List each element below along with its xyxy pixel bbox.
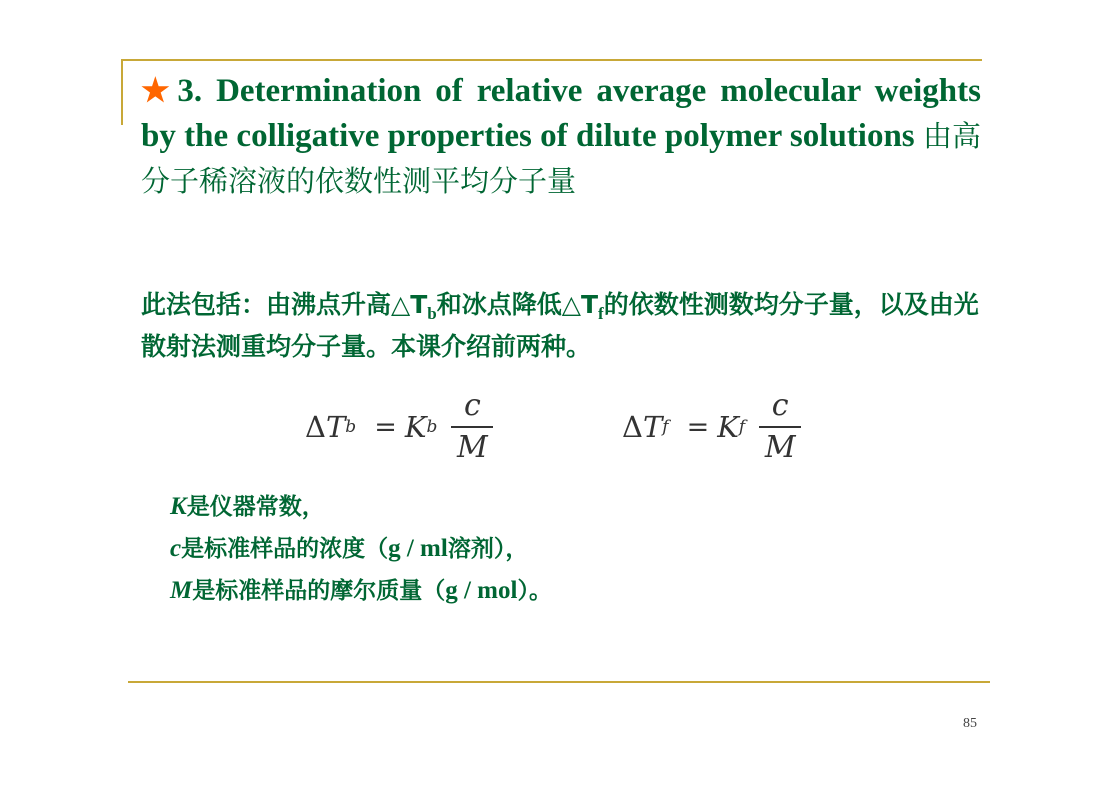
- definition-unit: g / mol: [445, 577, 518, 604]
- bottom-rule: [128, 681, 990, 683]
- definition-text: 是标准样品的摩尔质量（: [192, 578, 446, 604]
- fraction-numerator: c: [771, 388, 789, 423]
- formula-fraction: [451, 389, 493, 465]
- fraction-numerator: c: [463, 388, 481, 423]
- fraction-bar: [451, 426, 493, 428]
- intro-sub-f: f: [598, 304, 604, 323]
- title-text: 3. Determination of relative average molecular weights by the colligative properties of dilute polymer solutions: [141, 73, 981, 154]
- star-icon: ★: [141, 72, 176, 108]
- formula-lhs: T: [642, 410, 663, 444]
- fraction-denominator: M: [764, 430, 796, 465]
- formula-delta: Δ: [622, 410, 643, 444]
- fraction-denominator: M: [457, 430, 488, 465]
- definition-tail: 溶剂），: [447, 536, 529, 562]
- intro-part-1: 此法包括：由沸点升高△T: [141, 290, 428, 319]
- definition-var: M: [170, 577, 193, 604]
- formula-k: K: [717, 410, 739, 444]
- page-number: 85: [963, 716, 977, 731]
- formula-freezing-point: Δ T f = K f $\frac{c}{M}$: [622, 386, 801, 468]
- intro-part-3: 的依数性测数均分子量，以及由光散射法测重均分子量。本课介绍前两种。: [141, 290, 979, 361]
- definition-var: K: [170, 493, 187, 520]
- definition-m: [170, 570, 552, 612]
- formula-equals: =: [374, 411, 397, 443]
- definition-unit: g / ml: [388, 535, 448, 562]
- left-rule: [121, 59, 123, 125]
- intro-sub-b: b: [427, 304, 437, 323]
- fraction-bar: [759, 426, 801, 428]
- formula-k: K: [404, 410, 427, 444]
- intro-part-2: 和冰点降低△T: [436, 290, 599, 319]
- intro-paragraph: [141, 284, 991, 368]
- slide-title: [141, 68, 981, 204]
- title-chinese: 由高分子稀溶液的依数性测平均分子量: [141, 119, 981, 198]
- definition-var: c: [170, 535, 182, 562]
- formula-equals: =: [686, 411, 710, 443]
- top-rule: [122, 59, 982, 61]
- formula-lhs: T: [325, 410, 346, 444]
- definition-tail: ）。: [517, 578, 552, 604]
- definition-c: [170, 528, 552, 570]
- formula-fraction: [759, 389, 801, 465]
- formula-delta: Δ: [305, 410, 326, 444]
- definition-k: [170, 486, 552, 528]
- definition-text: 是仪器常数，: [186, 494, 325, 520]
- formula-boiling-point: Δ T b = K b $\frac{c}{M}$: [305, 386, 493, 468]
- definition-text: 是标准样品的浓度（: [181, 536, 389, 562]
- definitions-list: [170, 486, 552, 612]
